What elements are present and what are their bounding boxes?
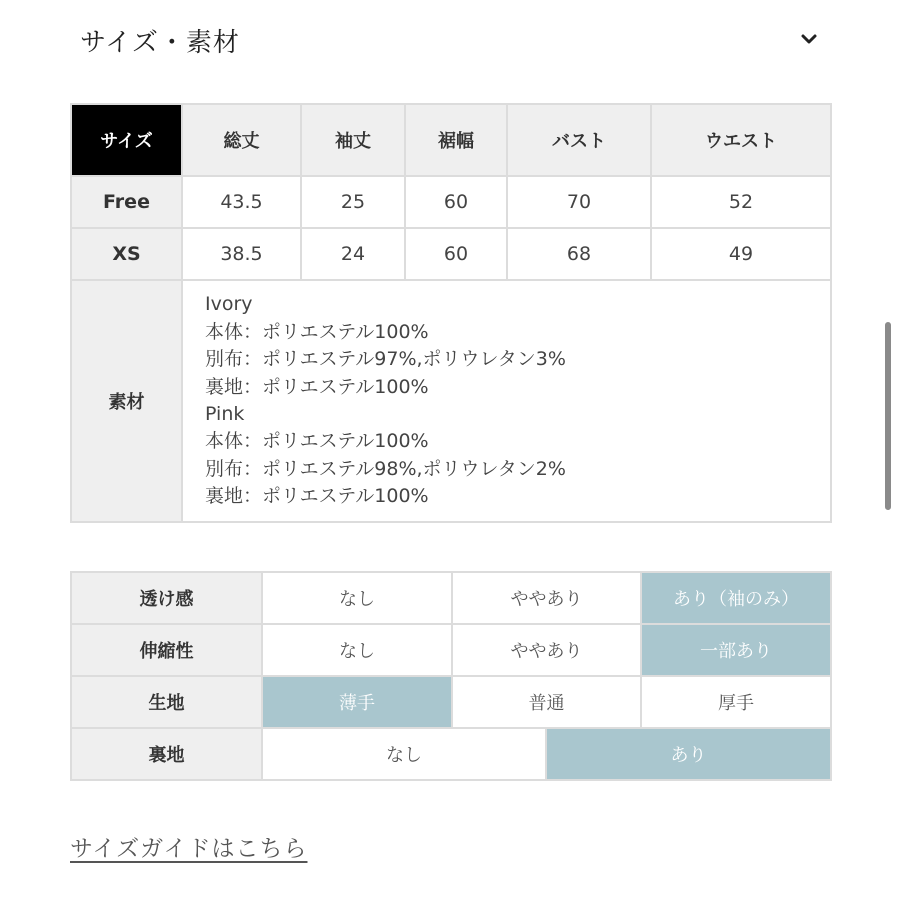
material-description [182,280,831,522]
table-row [71,176,831,228]
column-header: バスト [507,104,651,176]
material-line: 別布：ポリエステル97%,ポリウレタン3% [205,348,566,371]
chevron-down-icon[interactable] [798,28,820,50]
table-row [71,676,831,728]
measurement-cell: 24 [301,228,405,280]
scrollbar-thumb[interactable] [885,322,891,510]
column-header: 袖丈 [301,104,405,176]
option-cell: ややあり [452,572,641,624]
measurement-cell: 52 [651,176,831,228]
fabric-feel-table [70,571,832,781]
option-cell-selected: 一部あり [641,624,831,676]
section-title: サイズ・素材 [80,28,240,58]
option-cell: なし [262,572,452,624]
column-header: 裾幅 [405,104,507,176]
option-cell-selected: あり [546,728,831,780]
measurement-cell: 70 [507,176,651,228]
option-cell: なし [262,728,546,780]
size-table-header-row [71,104,831,176]
size-table [70,103,832,523]
material-line: 本体：ポリエステル100% [205,430,429,453]
size-label: XS [71,228,182,280]
table-row [71,228,831,280]
attribute-label: 生地 [71,676,262,728]
material-row [71,280,831,522]
material-line: Pink [205,403,245,425]
option-cell-selected: 薄手 [262,676,452,728]
measurement-cell: 68 [507,228,651,280]
material-line: 裏地：ポリエステル100% [205,375,429,398]
option-cell: 普通 [452,676,641,728]
option-cell: ややあり [452,624,641,676]
table-row [71,728,831,780]
material-line: 本体：ポリエステル100% [205,320,429,343]
option-cell: なし [262,624,452,676]
size-material-accordion-header[interactable] [0,0,900,86]
option-cell-selected: あり（袖のみ） [641,572,831,624]
attribute-label: 透け感 [71,572,262,624]
option-cell: 厚手 [641,676,831,728]
material-line: Ivory [205,293,253,316]
size-label: Free [71,176,182,228]
measurement-cell: 25 [301,176,405,228]
measurement-cell: 60 [405,228,507,280]
size-guide-link[interactable]: サイズガイドはこちら [70,836,308,862]
size-header-cell: サイズ [71,104,182,176]
material-label: 素材 [71,280,182,522]
measurement-cell: 60 [405,176,507,228]
measurement-cell: 38.5 [182,228,301,280]
measurement-cell: 49 [651,228,831,280]
attribute-label: 伸縮性 [71,624,262,676]
column-header: 総丈 [182,104,301,176]
table-row [71,572,831,624]
material-line: 裏地：ポリエステル100% [205,485,429,508]
table-row [71,624,831,676]
attribute-label: 裏地 [71,728,262,780]
column-header: ウエスト [651,104,831,176]
measurement-cell: 43.5 [182,176,301,228]
material-line: 別布：ポリエステル98%,ポリウレタン2% [205,457,566,480]
